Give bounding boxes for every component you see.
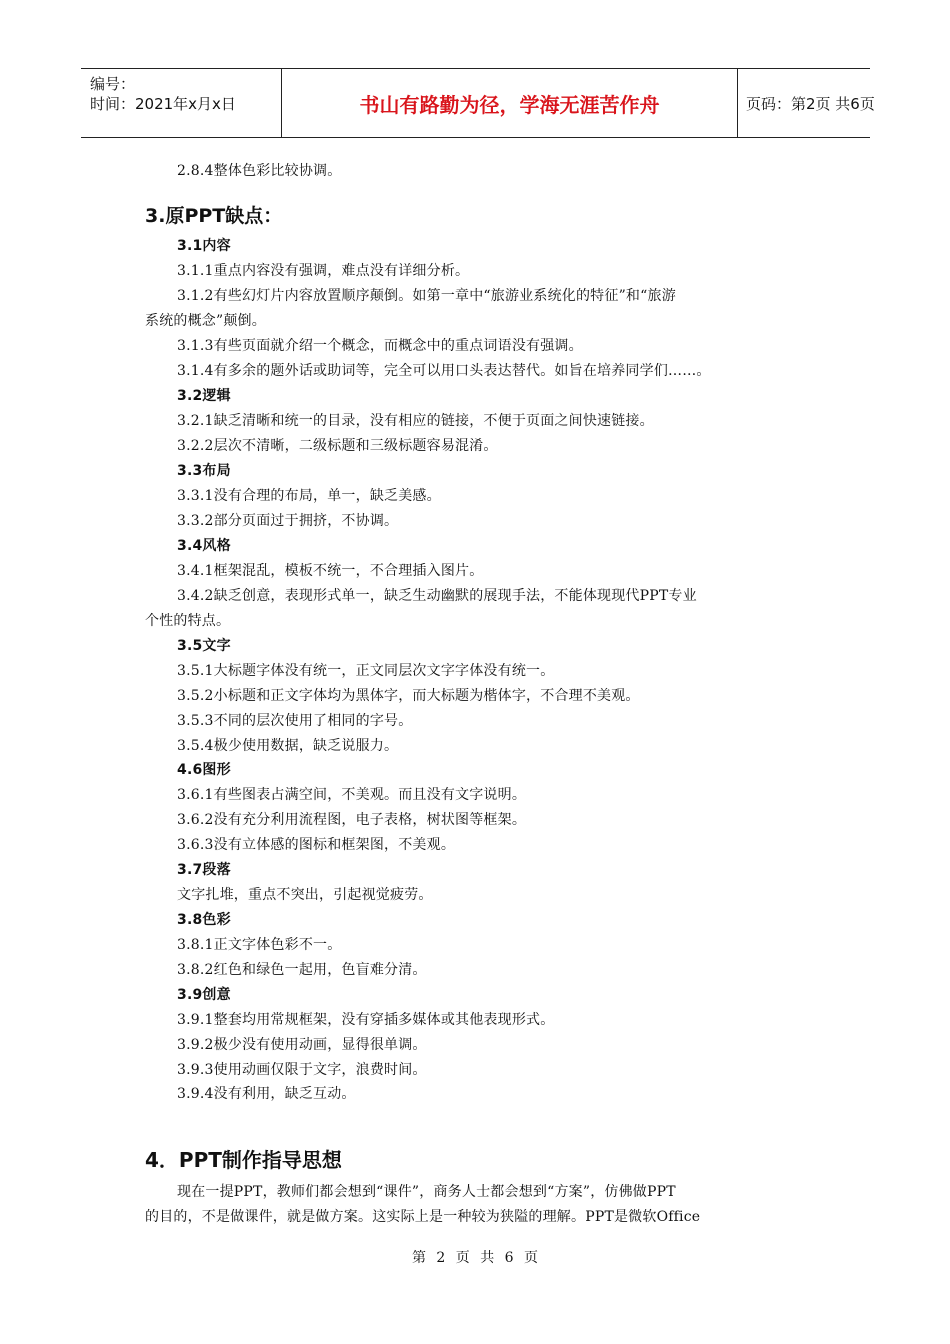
section-heading: 3.原PPT缺点： <box>145 205 283 227</box>
paragraph-line: 3.8.2红色和绿色一起用，色盲难分清。 <box>177 962 427 978</box>
header-page-cell <box>738 69 875 137</box>
subsection-heading: 3.9创意 <box>177 987 231 1003</box>
paragraph-line: 3.4.2缺乏创意，表现形式单一，缺乏生动幽默的展现手法，不能体现现代PPT专业 <box>177 588 697 604</box>
paragraph-line: 3.3.2部分页面过于拥挤，不协调。 <box>177 513 399 529</box>
paragraph-line: 文字扎堆，重点不突出，引起视觉疲劳。 <box>177 887 433 903</box>
page-footer: 第 2 页 共 6 页 <box>411 1250 539 1266</box>
header-motto-cell <box>281 69 738 137</box>
paragraph-line: 3.5.3不同的层次使用了相同的字号。 <box>177 713 413 729</box>
paragraph-line: 3.6.2没有充分利用流程图，电子表格，树状图等框架。 <box>177 812 527 828</box>
paragraph-line: 3.6.3没有立体感的图标和框架图，不美观。 <box>177 837 456 853</box>
subsection-heading: 3.5文字 <box>177 638 231 654</box>
page-header <box>81 68 875 138</box>
paragraph-line: 3.5.1大标题字体没有统一，正文同层次文字字体没有统一。 <box>177 663 555 679</box>
header-meta-cell <box>81 69 281 137</box>
motto-text: 书山有路勤为径，学海无涯苦作舟 <box>359 92 660 117</box>
paragraph-line: 系统的概念”颠倒。 <box>145 313 266 329</box>
paragraph-line: 3.1.3有些页面就介绍一个概念，而概念中的重点词语没有强调。 <box>177 338 583 354</box>
subsection-heading: 3.7段落 <box>177 862 231 878</box>
subsection-heading: 3.3布局 <box>177 463 231 479</box>
paragraph-line: 3.2.2层次不清晰，二级标题和三级标题容易混淆。 <box>177 438 498 454</box>
subsection-heading: 3.4风格 <box>177 538 231 554</box>
paragraph-line: 3.2.1缺乏清晰和统一的目录，没有相应的链接，不便于页面之间快速链接。 <box>177 413 654 429</box>
paragraph-line: 现在一提PPT，教师们都会想到“课件”，商务人士都会想到“方案”，仿佛做PPT <box>177 1184 676 1200</box>
paragraph-line: 3.9.4没有利用，缺乏互动。 <box>177 1086 356 1102</box>
paragraph-line: 3.5.2小标题和正文字体均为黑体字，而大标题为楷体字，不合理不美观。 <box>177 688 640 704</box>
paragraph-line: 3.9.3使用动画仅限于文字，浪费时间。 <box>177 1062 427 1078</box>
paragraph-line: 3.1.4有多余的题外话或助词等，完全可以用口头表达替代。如旨在培养同学们……。 <box>177 363 711 379</box>
time-label: 时间：2021年x月x日 <box>90 95 236 113</box>
subsection-heading: 3.1内容 <box>177 238 231 254</box>
paragraph-line: 个性的特点。 <box>145 613 231 629</box>
paragraph-line: 3.1.2有些幻灯片内容放置顺序颠倒。如第一章中“旅游业系统化的特征”和“旅游 <box>177 288 676 304</box>
subsection-heading: 3.2逻辑 <box>177 388 231 404</box>
paragraph-line: 的目的，不是做课件，就是做方案。这实际上是一种较为狭隘的理解。PPT是微软Office <box>145 1209 701 1225</box>
paragraph-line: 3.9.1整套均用常规框架，没有穿插多媒体或其他表现形式。 <box>177 1012 555 1028</box>
paragraph-line: 3.5.4极少使用数据，缺乏说服力。 <box>177 738 399 754</box>
paragraph-line: 3.6.1有些图表占满空间，不美观。而且没有文字说明。 <box>177 787 527 803</box>
paragraph-line: 3.1.1重点内容没有强调，难点没有详细分析。 <box>177 263 470 279</box>
paragraph-line: 2.8.4整体色彩比较协调。 <box>177 163 342 179</box>
section-heading: 4．PPT制作指导思想 <box>145 1148 342 1172</box>
page-code: 页码：第2页 共6页 <box>746 94 875 113</box>
paragraph-line: 3.8.1正文字体色彩不一。 <box>177 937 342 953</box>
subsection-heading: 4.6图形 <box>177 762 231 778</box>
paragraph-line: 3.3.1没有合理的布局，单一，缺乏美感。 <box>177 488 441 504</box>
subsection-heading: 3.8色彩 <box>177 912 231 928</box>
paragraph-line: 3.9.2极少没有使用动画，显得很单调。 <box>177 1037 427 1053</box>
code-label: 编号： <box>90 75 136 93</box>
paragraph-line: 3.4.1框架混乱，模板不统一，不合理插入图片。 <box>177 563 484 579</box>
